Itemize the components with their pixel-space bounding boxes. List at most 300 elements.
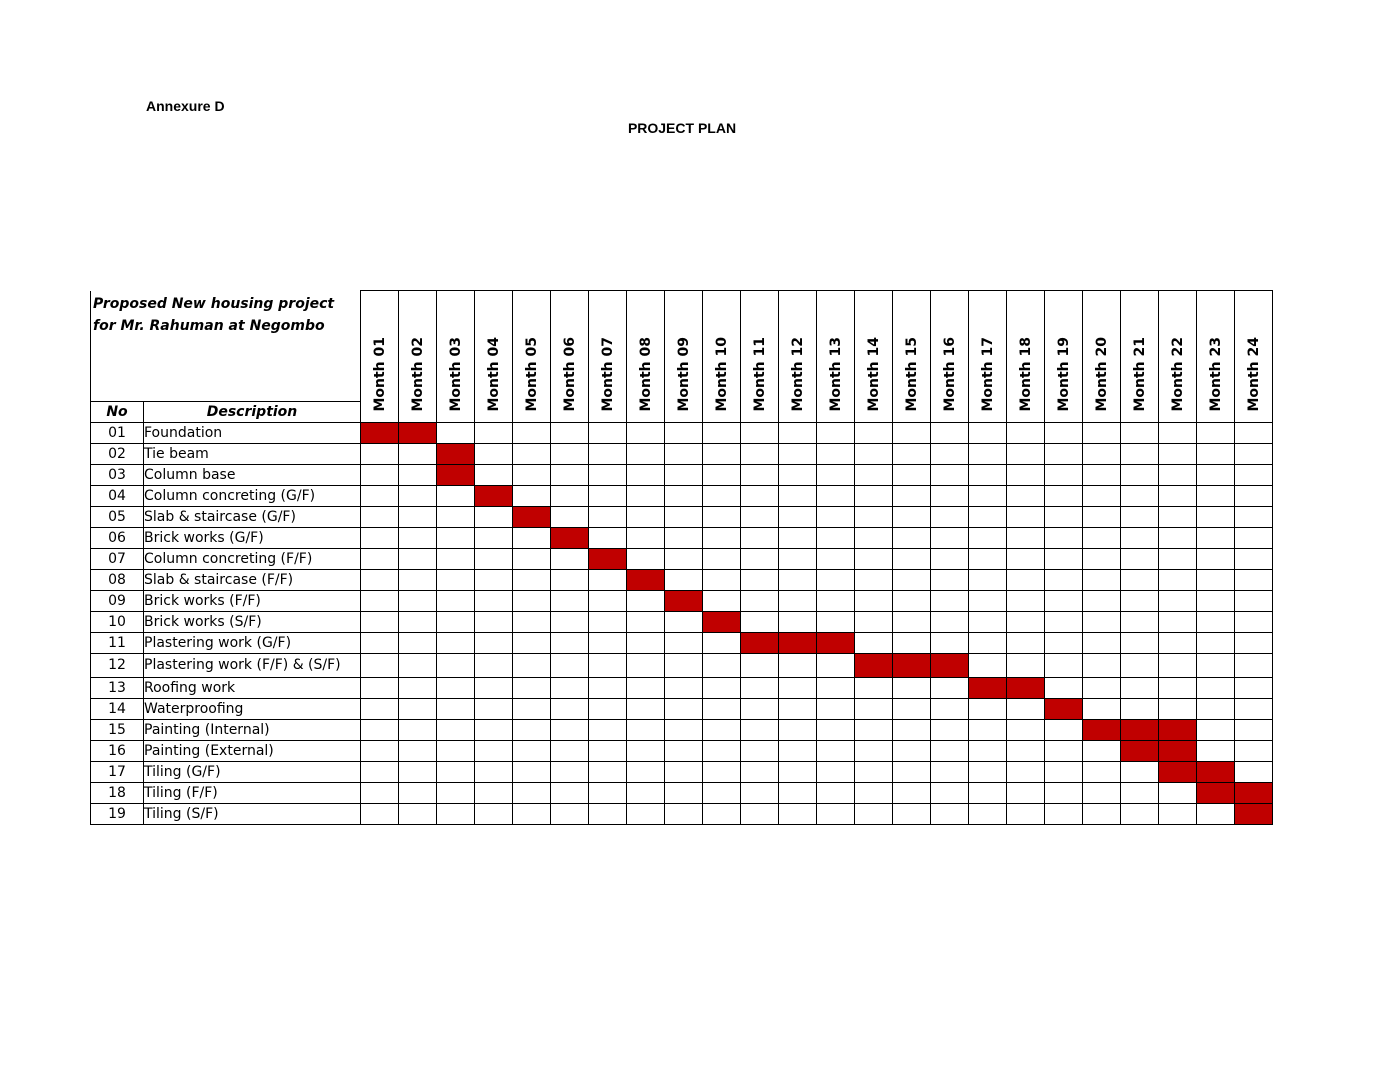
gantt-empty-cell (589, 719, 627, 740)
gantt-empty-cell (703, 548, 741, 569)
gantt-empty-cell (1007, 464, 1045, 485)
gantt-empty-cell (893, 632, 931, 653)
gantt-empty-cell (1045, 464, 1083, 485)
gantt-empty-cell (893, 611, 931, 632)
project-name: Proposed New housing project for Mr. Rahuman at Negombo (91, 291, 361, 402)
gantt-empty-cell (551, 464, 589, 485)
gantt-empty-cell (1083, 527, 1121, 548)
gantt-empty-cell (1197, 677, 1235, 698)
gantt-empty-cell (513, 782, 551, 803)
gantt-empty-cell (627, 698, 665, 719)
gantt-empty-cell (1045, 677, 1083, 698)
task-description: Brick works (G/F) (144, 527, 361, 548)
gantt-empty-cell (551, 548, 589, 569)
task-number: 08 (91, 569, 144, 590)
gantt-empty-cell (1197, 740, 1235, 761)
gantt-empty-cell (399, 464, 437, 485)
gantt-empty-cell (399, 548, 437, 569)
task-description: Tie beam (144, 443, 361, 464)
gantt-empty-cell (703, 803, 741, 824)
gantt-empty-cell (817, 677, 855, 698)
gantt-empty-cell (969, 506, 1007, 527)
month-header (1197, 291, 1235, 423)
gantt-empty-cell (741, 761, 779, 782)
gantt-empty-cell (741, 569, 779, 590)
gantt-empty-cell (399, 485, 437, 506)
gantt-empty-cell (361, 569, 399, 590)
gantt-bar-cell (1007, 677, 1045, 698)
month-header (817, 291, 855, 423)
gantt-empty-cell (1083, 443, 1121, 464)
gantt-empty-cell (931, 422, 969, 443)
month-label: Month 13 (827, 336, 844, 412)
gantt-empty-cell (1197, 506, 1235, 527)
gantt-empty-cell (399, 611, 437, 632)
task-row (91, 422, 1273, 443)
month-label: Month 23 (1207, 336, 1224, 412)
gantt-empty-cell (855, 719, 893, 740)
gantt-empty-cell (437, 761, 475, 782)
gantt-empty-cell (361, 611, 399, 632)
gantt-empty-cell (1159, 506, 1197, 527)
gantt-empty-cell (893, 698, 931, 719)
month-header (1159, 291, 1197, 423)
month-label: Month 19 (1055, 336, 1072, 412)
gantt-empty-cell (589, 698, 627, 719)
gantt-empty-cell (893, 590, 931, 611)
gantt-empty-cell (1159, 569, 1197, 590)
gantt-empty-cell (1045, 632, 1083, 653)
gantt-bar-cell (1159, 761, 1197, 782)
gantt-bar-cell (589, 548, 627, 569)
gantt-empty-cell (551, 698, 589, 719)
gantt-empty-cell (475, 782, 513, 803)
gantt-empty-cell (779, 527, 817, 548)
task-number: 11 (91, 632, 144, 653)
gantt-empty-cell (703, 632, 741, 653)
gantt-empty-cell (855, 443, 893, 464)
gantt-empty-cell (893, 569, 931, 590)
month-header (437, 291, 475, 423)
gantt-empty-cell (817, 548, 855, 569)
task-number: 17 (91, 761, 144, 782)
gantt-empty-cell (1045, 803, 1083, 824)
gantt-empty-cell (779, 677, 817, 698)
task-row (91, 548, 1273, 569)
gantt-empty-cell (399, 719, 437, 740)
gantt-empty-cell (399, 761, 437, 782)
gantt-bar-cell (361, 422, 399, 443)
gantt-empty-cell (1083, 506, 1121, 527)
gantt-empty-cell (741, 527, 779, 548)
gantt-empty-cell (627, 677, 665, 698)
gantt-empty-cell (969, 740, 1007, 761)
gantt-empty-cell (1235, 611, 1273, 632)
gantt-empty-cell (1159, 653, 1197, 677)
gantt-empty-cell (931, 464, 969, 485)
month-label: Month 07 (599, 336, 616, 412)
gantt-empty-cell (855, 422, 893, 443)
gantt-empty-cell (779, 719, 817, 740)
gantt-bar-cell (437, 443, 475, 464)
gantt-empty-cell (741, 548, 779, 569)
gantt-empty-cell (361, 464, 399, 485)
gantt-empty-cell (1121, 803, 1159, 824)
gantt-empty-cell (1235, 464, 1273, 485)
gantt-empty-cell (1197, 698, 1235, 719)
gantt-empty-cell (1159, 527, 1197, 548)
gantt-empty-cell (969, 719, 1007, 740)
gantt-empty-cell (779, 803, 817, 824)
gantt-empty-cell (589, 590, 627, 611)
gantt-empty-cell (1007, 569, 1045, 590)
gantt-empty-cell (1045, 761, 1083, 782)
gantt-empty-cell (779, 698, 817, 719)
gantt-empty-cell (665, 698, 703, 719)
gantt-empty-cell (551, 611, 589, 632)
gantt-empty-cell (1197, 569, 1235, 590)
gantt-empty-cell (627, 422, 665, 443)
gantt-empty-cell (741, 803, 779, 824)
task-row (91, 464, 1273, 485)
gantt-empty-cell (513, 761, 551, 782)
gantt-empty-cell (589, 611, 627, 632)
gantt-empty-cell (931, 611, 969, 632)
gantt-empty-cell (361, 740, 399, 761)
page-title: PROJECT PLAN (627, 120, 737, 136)
gantt-empty-cell (893, 527, 931, 548)
gantt-empty-cell (855, 485, 893, 506)
task-description: Foundation (144, 422, 361, 443)
gantt-empty-cell (703, 527, 741, 548)
task-row (91, 632, 1273, 653)
gantt-empty-cell (475, 422, 513, 443)
gantt-empty-cell (1007, 740, 1045, 761)
gantt-empty-cell (437, 527, 475, 548)
gantt-empty-cell (779, 506, 817, 527)
gantt-empty-cell (969, 527, 1007, 548)
gantt-bar-cell (1235, 782, 1273, 803)
gantt-empty-cell (475, 506, 513, 527)
gantt-empty-cell (361, 653, 399, 677)
month-header (969, 291, 1007, 423)
gantt-empty-cell (475, 548, 513, 569)
gantt-empty-cell (627, 527, 665, 548)
gantt-empty-cell (551, 782, 589, 803)
gantt-empty-cell (855, 548, 893, 569)
task-number: 03 (91, 464, 144, 485)
task-row (91, 719, 1273, 740)
month-header (627, 291, 665, 423)
gantt-empty-cell (437, 548, 475, 569)
gantt-empty-cell (399, 677, 437, 698)
gantt-empty-cell (1235, 527, 1273, 548)
gantt-empty-cell (1235, 590, 1273, 611)
month-label: Month 11 (751, 336, 768, 412)
gantt-empty-cell (969, 782, 1007, 803)
gantt-empty-cell (399, 527, 437, 548)
gantt-empty-cell (703, 653, 741, 677)
gantt-empty-cell (817, 506, 855, 527)
gantt-empty-cell (931, 485, 969, 506)
month-header (513, 291, 551, 423)
gantt-empty-cell (741, 485, 779, 506)
gantt-empty-cell (665, 527, 703, 548)
month-label: Month 10 (713, 336, 730, 412)
task-row (91, 485, 1273, 506)
gantt-empty-cell (627, 803, 665, 824)
description-header: Description (144, 401, 361, 422)
gantt-empty-cell (1045, 782, 1083, 803)
task-description: Brick works (F/F) (144, 590, 361, 611)
month-header (399, 291, 437, 423)
gantt-empty-cell (817, 569, 855, 590)
gantt-empty-cell (703, 740, 741, 761)
gantt-empty-cell (589, 677, 627, 698)
month-header (703, 291, 741, 423)
gantt-empty-cell (589, 761, 627, 782)
gantt-bar-cell (399, 422, 437, 443)
gantt-empty-cell (1121, 506, 1159, 527)
task-description: Painting (Internal) (144, 719, 361, 740)
gantt-empty-cell (1121, 632, 1159, 653)
gantt-empty-cell (779, 782, 817, 803)
gantt-empty-cell (399, 506, 437, 527)
gantt-empty-cell (437, 590, 475, 611)
gantt-empty-cell (1121, 485, 1159, 506)
gantt-empty-cell (1159, 548, 1197, 569)
gantt-empty-cell (1197, 590, 1235, 611)
gantt-empty-cell (1007, 803, 1045, 824)
gantt-empty-cell (703, 590, 741, 611)
gantt-empty-cell (1197, 443, 1235, 464)
gantt-bar-cell (893, 653, 931, 677)
gantt-empty-cell (1083, 698, 1121, 719)
gantt-bar-cell (779, 632, 817, 653)
gantt-empty-cell (1083, 632, 1121, 653)
gantt-empty-cell (817, 443, 855, 464)
gantt-empty-cell (1197, 485, 1235, 506)
gantt-empty-cell (779, 653, 817, 677)
gantt-empty-cell (1235, 506, 1273, 527)
gantt-empty-cell (855, 677, 893, 698)
gantt-empty-cell (475, 464, 513, 485)
gantt-empty-cell (931, 632, 969, 653)
gantt-empty-cell (589, 569, 627, 590)
task-number: 09 (91, 590, 144, 611)
gantt-empty-cell (1007, 506, 1045, 527)
gantt-empty-cell (551, 590, 589, 611)
month-header (1083, 291, 1121, 423)
gantt-empty-cell (1007, 485, 1045, 506)
gantt-empty-cell (665, 677, 703, 698)
gantt-empty-cell (437, 485, 475, 506)
gantt-empty-cell (361, 548, 399, 569)
gantt-empty-cell (703, 422, 741, 443)
gantt-empty-cell (361, 632, 399, 653)
task-row (91, 527, 1273, 548)
gantt-empty-cell (817, 719, 855, 740)
gantt-empty-cell (741, 782, 779, 803)
month-header (1007, 291, 1045, 423)
gantt-empty-cell (665, 422, 703, 443)
month-label: Month 08 (637, 336, 654, 412)
gantt-empty-cell (665, 803, 703, 824)
gantt-empty-cell (779, 443, 817, 464)
gantt-empty-cell (1197, 653, 1235, 677)
gantt-empty-cell (1121, 590, 1159, 611)
gantt-empty-cell (627, 506, 665, 527)
gantt-empty-cell (817, 611, 855, 632)
task-description: Plastering work (G/F) (144, 632, 361, 653)
gantt-empty-cell (513, 464, 551, 485)
gantt-empty-cell (779, 611, 817, 632)
gantt-bar-cell (627, 569, 665, 590)
gantt-empty-cell (741, 590, 779, 611)
gantt-empty-cell (1007, 761, 1045, 782)
gantt-empty-cell (665, 443, 703, 464)
task-description: Column base (144, 464, 361, 485)
gantt-empty-cell (1159, 422, 1197, 443)
gantt-empty-cell (475, 590, 513, 611)
gantt-empty-cell (437, 506, 475, 527)
task-number: 15 (91, 719, 144, 740)
gantt-empty-cell (1045, 443, 1083, 464)
gantt-empty-cell (1121, 422, 1159, 443)
gantt-empty-cell (513, 740, 551, 761)
gantt-empty-cell (1121, 782, 1159, 803)
gantt-empty-cell (513, 653, 551, 677)
gantt-empty-cell (1007, 611, 1045, 632)
gantt-empty-cell (893, 740, 931, 761)
gantt-empty-cell (1197, 632, 1235, 653)
gantt-empty-cell (551, 653, 589, 677)
gantt-empty-cell (1121, 677, 1159, 698)
gantt-empty-cell (1083, 761, 1121, 782)
task-number: 18 (91, 782, 144, 803)
gantt-empty-cell (437, 782, 475, 803)
no-header: No (91, 401, 144, 422)
gantt-empty-cell (703, 677, 741, 698)
gantt-empty-cell (1235, 677, 1273, 698)
gantt-empty-cell (817, 698, 855, 719)
gantt-empty-cell (665, 740, 703, 761)
gantt-empty-cell (969, 632, 1007, 653)
gantt-empty-cell (589, 506, 627, 527)
gantt-empty-cell (1197, 464, 1235, 485)
gantt-empty-cell (1121, 464, 1159, 485)
month-label: Month 20 (1093, 336, 1110, 412)
gantt-empty-cell (931, 803, 969, 824)
gantt-bar-cell (513, 506, 551, 527)
gantt-empty-cell (969, 569, 1007, 590)
gantt-empty-cell (855, 464, 893, 485)
gantt-empty-cell (855, 740, 893, 761)
gantt-empty-cell (1045, 548, 1083, 569)
gantt-empty-cell (513, 590, 551, 611)
task-number: 01 (91, 422, 144, 443)
gantt-empty-cell (361, 677, 399, 698)
gantt-bar-cell (817, 632, 855, 653)
month-label: Month 04 (485, 336, 502, 412)
task-number: 07 (91, 548, 144, 569)
gantt-empty-cell (1121, 653, 1159, 677)
gantt-empty-cell (1083, 611, 1121, 632)
gantt-empty-cell (551, 677, 589, 698)
task-number: 05 (91, 506, 144, 527)
gantt-empty-cell (475, 677, 513, 698)
gantt-empty-cell (817, 527, 855, 548)
gantt-empty-cell (361, 761, 399, 782)
gantt-empty-cell (551, 443, 589, 464)
gantt-empty-cell (437, 677, 475, 698)
task-row (91, 761, 1273, 782)
gantt-empty-cell (703, 719, 741, 740)
gantt-empty-cell (893, 677, 931, 698)
gantt-empty-cell (741, 464, 779, 485)
gantt-empty-cell (1159, 485, 1197, 506)
task-row (91, 782, 1273, 803)
gantt-empty-cell (1083, 740, 1121, 761)
gantt-empty-cell (855, 632, 893, 653)
gantt-empty-cell (1007, 653, 1045, 677)
gantt-empty-cell (931, 569, 969, 590)
gantt-empty-cell (1083, 677, 1121, 698)
gantt-empty-cell (513, 803, 551, 824)
gantt-empty-cell (1007, 719, 1045, 740)
task-description: Brick works (S/F) (144, 611, 361, 632)
gantt-empty-cell (931, 782, 969, 803)
gantt-empty-cell (855, 782, 893, 803)
gantt-empty-cell (1121, 698, 1159, 719)
gantt-empty-cell (1045, 653, 1083, 677)
gantt-bar-cell (1121, 740, 1159, 761)
gantt-empty-cell (741, 719, 779, 740)
gantt-empty-cell (1045, 590, 1083, 611)
gantt-empty-cell (1083, 803, 1121, 824)
gantt-empty-cell (361, 443, 399, 464)
task-number: 14 (91, 698, 144, 719)
gantt-empty-cell (665, 548, 703, 569)
gantt-empty-cell (361, 485, 399, 506)
gantt-bar-cell (1159, 740, 1197, 761)
gantt-empty-cell (1121, 443, 1159, 464)
task-description: Slab & staircase (G/F) (144, 506, 361, 527)
gantt-empty-cell (855, 506, 893, 527)
gantt-empty-cell (931, 506, 969, 527)
gantt-empty-cell (1159, 632, 1197, 653)
gantt-empty-cell (437, 803, 475, 824)
gantt-empty-cell (893, 443, 931, 464)
gantt-empty-cell (969, 653, 1007, 677)
gantt-empty-cell (475, 740, 513, 761)
gantt-empty-cell (969, 464, 1007, 485)
gantt-empty-cell (627, 611, 665, 632)
gantt-empty-cell (627, 653, 665, 677)
gantt-empty-cell (931, 698, 969, 719)
gantt-empty-cell (1083, 590, 1121, 611)
gantt-empty-cell (1159, 677, 1197, 698)
task-number: 19 (91, 803, 144, 824)
gantt-empty-cell (627, 464, 665, 485)
gantt-empty-cell (399, 782, 437, 803)
gantt-empty-cell (1159, 590, 1197, 611)
gantt-empty-cell (627, 632, 665, 653)
gantt-empty-cell (1197, 548, 1235, 569)
gantt-empty-cell (931, 590, 969, 611)
gantt-empty-cell (741, 422, 779, 443)
gantt-empty-cell (1235, 632, 1273, 653)
